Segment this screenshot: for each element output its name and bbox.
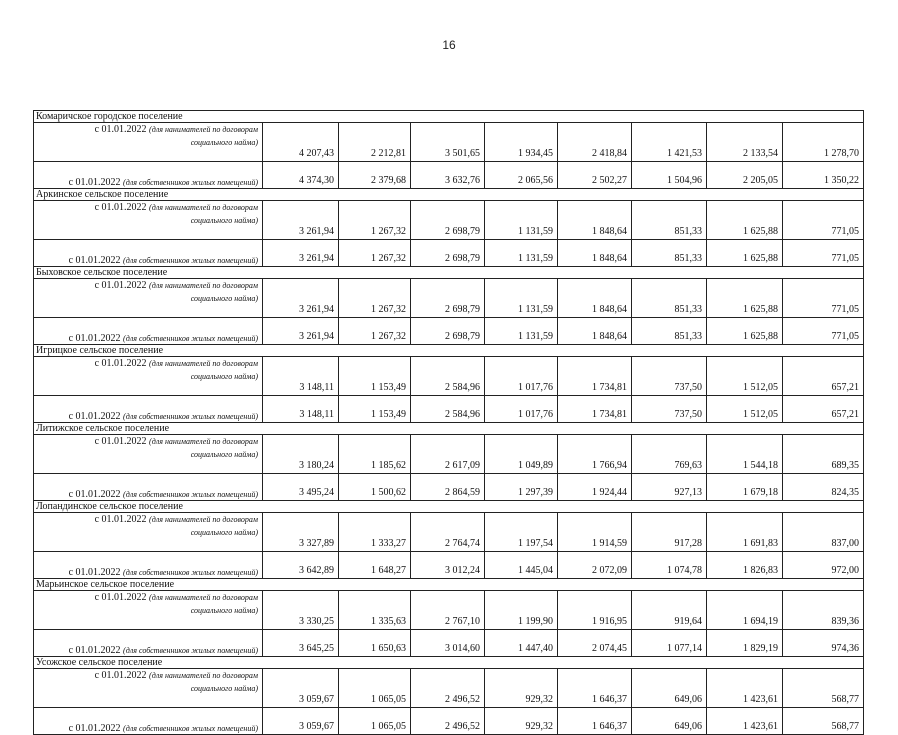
tariff-value-cell: 2 864,59 — [411, 474, 485, 501]
tariff-value-cell: 2 698,79 — [411, 279, 485, 318]
tariff-value-cell: 3 014,60 — [411, 630, 485, 657]
tariff-value-cell: 3 632,76 — [411, 162, 485, 189]
tariff-value-cell: 2 617,09 — [411, 435, 485, 474]
owner-row — [34, 552, 864, 579]
owner-row-label — [34, 318, 263, 345]
tenant-row — [34, 513, 864, 552]
owner-row-label — [34, 708, 263, 735]
tenant-note-line2: социального найма) — [190, 606, 258, 615]
tariff-value-cell: 1 512,05 — [707, 396, 783, 423]
owner-note: (для собственников жилых помещений) — [123, 334, 258, 343]
section-header-row — [34, 657, 864, 669]
tariff-value-cell: 1 131,59 — [485, 279, 558, 318]
date-label: с 01.01.2022 — [68, 723, 121, 734]
tariff-value-cell: 3 261,94 — [263, 318, 339, 345]
tariff-table-body — [34, 111, 864, 735]
tenant-row — [34, 591, 864, 630]
tenant-row — [34, 201, 864, 240]
tariff-value-cell: 3 261,94 — [263, 279, 339, 318]
tariff-value-cell: 1 131,59 — [485, 318, 558, 345]
tariff-value-cell: 2 502,27 — [558, 162, 632, 189]
owner-note: (для собственников жилых помещений) — [123, 724, 258, 733]
tariff-value-cell: 837,00 — [783, 513, 864, 552]
date-label: с 01.01.2022 — [94, 592, 147, 603]
tenant-row-label — [34, 123, 263, 162]
section-header-row — [34, 345, 864, 357]
tariff-table — [33, 110, 864, 735]
tariff-value-cell: 3 495,24 — [263, 474, 339, 501]
date-label: с 01.01.2022 — [68, 411, 121, 422]
tariff-value-cell: 657,21 — [783, 357, 864, 396]
tariff-value-cell: 2 698,79 — [411, 318, 485, 345]
section-header-row — [34, 423, 864, 435]
date-label: с 01.01.2022 — [94, 514, 147, 525]
tenant-note-line2: социального найма) — [190, 372, 258, 381]
tenant-note-line1: (для нанимателей по договорам — [149, 125, 258, 134]
tariff-value-cell: 2 065,56 — [485, 162, 558, 189]
section-header-row — [34, 579, 864, 591]
date-label: с 01.01.2022 — [68, 255, 121, 266]
tenant-note-line1: (для нанимателей по договорам — [149, 437, 258, 446]
tariff-value-cell: 1 924,44 — [558, 474, 632, 501]
tariff-value-cell: 737,50 — [632, 357, 707, 396]
tenant-note-line1: (для нанимателей по договорам — [149, 593, 258, 602]
owner-row — [34, 396, 864, 423]
tariff-value-cell: 2 072,09 — [558, 552, 632, 579]
tenant-note-line2: социального найма) — [190, 684, 258, 693]
section-title: Игрицкое сельское поселение — [34, 345, 864, 357]
tariff-value-cell: 1 199,90 — [485, 591, 558, 630]
tariff-value-cell: 2 074,45 — [558, 630, 632, 657]
tariff-value-cell: 974,36 — [783, 630, 864, 657]
tariff-value-cell: 824,35 — [783, 474, 864, 501]
date-label: с 01.01.2022 — [94, 202, 147, 213]
tariff-value-cell: 769,63 — [632, 435, 707, 474]
tariff-value-cell: 839,36 — [783, 591, 864, 630]
tenant-row-label — [34, 201, 263, 240]
tariff-value-cell: 657,21 — [783, 396, 864, 423]
tariff-value-cell: 649,06 — [632, 669, 707, 708]
owner-note: (для собственников жилых помещений) — [123, 646, 258, 655]
tariff-value-cell: 3 501,65 — [411, 123, 485, 162]
tariff-value-cell: 1 646,37 — [558, 708, 632, 735]
tariff-value-cell: 1 017,76 — [485, 396, 558, 423]
page-number: 16 — [442, 38, 456, 52]
tariff-value-cell: 3 012,24 — [411, 552, 485, 579]
tariff-value-cell: 1 278,70 — [783, 123, 864, 162]
tariff-value-cell: 2 584,96 — [411, 396, 485, 423]
tenant-note-line2: социального найма) — [190, 294, 258, 303]
date-label: с 01.01.2022 — [68, 567, 121, 578]
tariff-value-cell: 1 267,32 — [339, 201, 411, 240]
tariff-value-cell: 3 330,25 — [263, 591, 339, 630]
owner-row — [34, 240, 864, 267]
tariff-value-cell: 1 650,63 — [339, 630, 411, 657]
tariff-value-cell: 1 267,32 — [339, 240, 411, 267]
tenant-row-label — [34, 513, 263, 552]
tariff-value-cell: 1 297,39 — [485, 474, 558, 501]
tariff-value-cell: 2 133,54 — [707, 123, 783, 162]
tariff-value-cell: 1 848,64 — [558, 201, 632, 240]
tenant-row-label — [34, 669, 263, 708]
owner-row-label — [34, 630, 263, 657]
tariff-value-cell: 1 625,88 — [707, 318, 783, 345]
tariff-value-cell: 927,13 — [632, 474, 707, 501]
section-header-row — [34, 501, 864, 513]
tariff-value-cell: 1 829,19 — [707, 630, 783, 657]
tariff-value-cell: 1 065,05 — [339, 708, 411, 735]
tariff-value-cell: 1 694,19 — [707, 591, 783, 630]
tariff-value-cell: 2 698,79 — [411, 240, 485, 267]
tariff-value-cell: 919,64 — [632, 591, 707, 630]
section-header-row — [34, 111, 864, 123]
tariff-value-cell: 1 267,32 — [339, 279, 411, 318]
tariff-value-cell: 1 065,05 — [339, 669, 411, 708]
tariff-value-cell: 851,33 — [632, 201, 707, 240]
owner-note: (для собственников жилых помещений) — [123, 412, 258, 421]
section-title: Комаричское городское поселение — [34, 111, 864, 123]
owner-row — [34, 162, 864, 189]
tariff-value-cell: 1 934,45 — [485, 123, 558, 162]
date-label: с 01.01.2022 — [68, 333, 121, 344]
tariff-value-cell: 1 447,40 — [485, 630, 558, 657]
tariff-value-cell: 1 197,54 — [485, 513, 558, 552]
tenant-row — [34, 669, 864, 708]
tariff-value-cell: 1 734,81 — [558, 357, 632, 396]
tenant-note-line1: (для нанимателей по договорам — [149, 671, 258, 680]
tariff-value-cell: 1 017,76 — [485, 357, 558, 396]
section-title: Усожское сельское поселение — [34, 657, 864, 669]
owner-row-label — [34, 162, 263, 189]
tariff-value-cell: 1 734,81 — [558, 396, 632, 423]
owner-note: (для собственников жилых помещений) — [123, 490, 258, 499]
tariff-value-cell: 3 148,11 — [263, 357, 339, 396]
tariff-value-cell: 929,32 — [485, 708, 558, 735]
tariff-value-cell: 2 764,74 — [411, 513, 485, 552]
date-label: с 01.01.2022 — [94, 670, 147, 681]
tariff-value-cell: 3 261,94 — [263, 201, 339, 240]
tariff-value-cell: 771,05 — [783, 201, 864, 240]
owner-row-label — [34, 240, 263, 267]
owner-note: (для собственников жилых помещений) — [123, 568, 258, 577]
tenant-note-line1: (для нанимателей по договорам — [149, 281, 258, 290]
tariff-value-cell: 1 848,64 — [558, 240, 632, 267]
tariff-value-cell: 568,77 — [783, 669, 864, 708]
tariff-value-cell: 3 059,67 — [263, 669, 339, 708]
tariff-value-cell: 1 077,14 — [632, 630, 707, 657]
owner-row-label — [34, 396, 263, 423]
tenant-row — [34, 279, 864, 318]
tariff-value-cell: 771,05 — [783, 240, 864, 267]
tariff-value-cell: 2 205,05 — [707, 162, 783, 189]
date-label: с 01.01.2022 — [68, 489, 121, 500]
section-header-row — [34, 267, 864, 279]
tariff-value-cell: 2 496,52 — [411, 669, 485, 708]
tenant-row-label — [34, 591, 263, 630]
tariff-value-cell: 929,32 — [485, 669, 558, 708]
tenant-note-line1: (для нанимателей по договорам — [149, 515, 258, 524]
tenant-row-label — [34, 435, 263, 474]
date-label: с 01.01.2022 — [68, 177, 121, 188]
tariff-value-cell: 1 766,94 — [558, 435, 632, 474]
date-label: с 01.01.2022 — [94, 358, 147, 369]
tariff-value-cell: 1 423,61 — [707, 669, 783, 708]
tariff-value-cell: 1 423,61 — [707, 708, 783, 735]
tariff-value-cell: 1 421,53 — [632, 123, 707, 162]
tariff-value-cell: 1 153,49 — [339, 396, 411, 423]
date-label: с 01.01.2022 — [94, 124, 147, 135]
tariff-value-cell: 737,50 — [632, 396, 707, 423]
owner-row-label — [34, 474, 263, 501]
tariff-value-cell: 1 333,27 — [339, 513, 411, 552]
tenant-row-label — [34, 357, 263, 396]
tariff-value-cell: 1 185,62 — [339, 435, 411, 474]
owner-row — [34, 318, 864, 345]
tenant-note-line2: социального найма) — [190, 138, 258, 147]
owner-row — [34, 630, 864, 657]
tenant-row — [34, 435, 864, 474]
tariff-value-cell: 689,35 — [783, 435, 864, 474]
tariff-value-cell: 568,77 — [783, 708, 864, 735]
tariff-value-cell: 1 625,88 — [707, 201, 783, 240]
tenant-note-line2: социального найма) — [190, 528, 258, 537]
section-title: Аркинское сельское поселение — [34, 189, 864, 201]
tariff-value-cell: 1 691,83 — [707, 513, 783, 552]
tariff-value-cell: 3 327,89 — [263, 513, 339, 552]
tariff-value-cell: 1 646,37 — [558, 669, 632, 708]
tariff-value-cell: 3 148,11 — [263, 396, 339, 423]
tariff-value-cell: 2 767,10 — [411, 591, 485, 630]
tariff-value-cell: 4 374,30 — [263, 162, 339, 189]
owner-row-label — [34, 552, 263, 579]
tariff-value-cell: 2 584,96 — [411, 357, 485, 396]
tariff-value-cell: 1 074,78 — [632, 552, 707, 579]
date-label: с 01.01.2022 — [94, 436, 147, 447]
section-title: Литижское сельское поселение — [34, 423, 864, 435]
section-title: Лопандинское сельское поселение — [34, 501, 864, 513]
tariff-value-cell: 851,33 — [632, 240, 707, 267]
tariff-value-cell: 1 153,49 — [339, 357, 411, 396]
tenant-row-label — [34, 279, 263, 318]
tariff-value-cell: 1 679,18 — [707, 474, 783, 501]
tariff-value-cell: 1 512,05 — [707, 357, 783, 396]
tariff-value-cell: 2 698,79 — [411, 201, 485, 240]
tariff-value-cell: 3 059,67 — [263, 708, 339, 735]
tariff-value-cell: 1 914,59 — [558, 513, 632, 552]
section-title: Быховское сельское поселение — [34, 267, 864, 279]
tariff-value-cell: 1 049,89 — [485, 435, 558, 474]
tenant-note-line2: социального найма) — [190, 450, 258, 459]
tariff-value-cell: 1 544,18 — [707, 435, 783, 474]
tenant-note-line2: социального найма) — [190, 216, 258, 225]
tariff-value-cell: 1 445,04 — [485, 552, 558, 579]
section-title: Марьинское сельское поселение — [34, 579, 864, 591]
owner-note: (для собственников жилых помещений) — [123, 256, 258, 265]
tariff-value-cell: 771,05 — [783, 279, 864, 318]
tariff-value-cell: 771,05 — [783, 318, 864, 345]
tariff-value-cell: 917,28 — [632, 513, 707, 552]
tariff-value-cell: 4 207,43 — [263, 123, 339, 162]
tariff-value-cell: 1 648,27 — [339, 552, 411, 579]
section-header-row — [34, 189, 864, 201]
tariff-value-cell: 1 625,88 — [707, 240, 783, 267]
tariff-value-cell: 3 180,24 — [263, 435, 339, 474]
tariff-value-cell: 1 131,59 — [485, 240, 558, 267]
tariff-value-cell: 1 504,96 — [632, 162, 707, 189]
tariff-value-cell: 972,00 — [783, 552, 864, 579]
tariff-value-cell: 3 261,94 — [263, 240, 339, 267]
tariff-value-cell: 3 645,25 — [263, 630, 339, 657]
tariff-value-cell: 2 496,52 — [411, 708, 485, 735]
tariff-value-cell: 1 335,63 — [339, 591, 411, 630]
tariff-value-cell: 649,06 — [632, 708, 707, 735]
tariff-value-cell: 2 379,68 — [339, 162, 411, 189]
tariff-value-cell: 1 826,83 — [707, 552, 783, 579]
tariff-value-cell: 2 418,84 — [558, 123, 632, 162]
owner-note: (для собственников жилых помещений) — [123, 178, 258, 187]
tariff-value-cell: 3 642,89 — [263, 552, 339, 579]
tariff-value-cell: 1 131,59 — [485, 201, 558, 240]
owner-row — [34, 708, 864, 735]
tariff-value-cell: 1 350,22 — [783, 162, 864, 189]
date-label: с 01.01.2022 — [68, 645, 121, 656]
tariff-value-cell: 1 500,62 — [339, 474, 411, 501]
tariff-value-cell: 851,33 — [632, 279, 707, 318]
date-label: с 01.01.2022 — [94, 280, 147, 291]
tenant-note-line1: (для нанимателей по договорам — [149, 359, 258, 368]
tariff-value-cell: 1 848,64 — [558, 279, 632, 318]
tenant-row — [34, 357, 864, 396]
tariff-value-cell: 1 625,88 — [707, 279, 783, 318]
tariff-value-cell: 2 212,81 — [339, 123, 411, 162]
tariff-value-cell: 1 916,95 — [558, 591, 632, 630]
tariff-value-cell: 1 267,32 — [339, 318, 411, 345]
tenant-row — [34, 123, 864, 162]
owner-row — [34, 474, 864, 501]
tariff-value-cell: 851,33 — [632, 318, 707, 345]
tenant-note-line1: (для нанимателей по договорам — [149, 203, 258, 212]
tariff-value-cell: 1 848,64 — [558, 318, 632, 345]
